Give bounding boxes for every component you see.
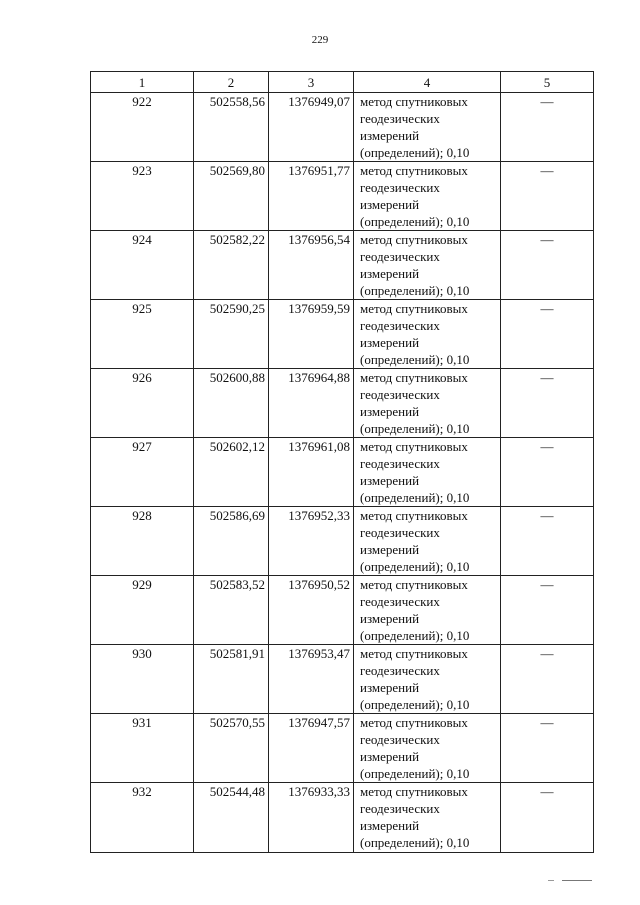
column-header-4: 4 (354, 72, 501, 93)
table-row (91, 576, 594, 645)
coordinates-table (90, 71, 594, 853)
description-cell: — (501, 162, 594, 231)
scan-mark (562, 880, 592, 881)
method-cell: метод спутниковых геодезических измерений (определений); 0,10 (354, 576, 501, 645)
x-coordinate-cell: 502590,25 (194, 300, 269, 369)
x-coordinate-cell: 502558,56 (194, 93, 269, 162)
y-coordinate-cell: 1376956,54 (269, 231, 354, 300)
x-coordinate-cell: 502569,80 (194, 162, 269, 231)
point-number-cell: 922 (91, 93, 194, 162)
table-row (91, 645, 594, 714)
method-cell: метод спутниковых геодезических измерений (определений); 0,10 (354, 369, 501, 438)
y-coordinate-cell: 1376961,08 (269, 438, 354, 507)
scan-mark (548, 880, 554, 881)
description-cell: — (501, 507, 594, 576)
table-row (91, 93, 594, 162)
y-coordinate-cell: 1376952,33 (269, 507, 354, 576)
y-coordinate-cell: 1376947,57 (269, 714, 354, 783)
table-body (91, 93, 594, 853)
y-coordinate-cell: 1376959,59 (269, 300, 354, 369)
point-number-cell: 931 (91, 714, 194, 783)
method-cell: метод спутниковых геодезических измерений (определений); 0,10 (354, 507, 501, 576)
description-cell: — (501, 645, 594, 714)
table-row (91, 438, 594, 507)
y-coordinate-cell: 1376950,52 (269, 576, 354, 645)
column-header-1: 1 (91, 72, 194, 93)
point-number-cell: 930 (91, 645, 194, 714)
point-number-cell: 927 (91, 438, 194, 507)
y-coordinate-cell: 1376953,47 (269, 645, 354, 714)
x-coordinate-cell: 502570,55 (194, 714, 269, 783)
table-row (91, 783, 594, 853)
table-row (91, 369, 594, 438)
description-cell: — (501, 93, 594, 162)
description-cell: — (501, 783, 594, 853)
description-cell: — (501, 714, 594, 783)
table-row (91, 300, 594, 369)
point-number-cell: 932 (91, 783, 194, 853)
method-cell: метод спутниковых геодезических измерений (определений); 0,10 (354, 438, 501, 507)
x-coordinate-cell: 502583,52 (194, 576, 269, 645)
x-coordinate-cell: 502600,88 (194, 369, 269, 438)
method-cell: метод спутниковых геодезических измерений (определений); 0,10 (354, 93, 501, 162)
y-coordinate-cell: 1376949,07 (269, 93, 354, 162)
method-cell: метод спутниковых геодезических измерений (определений); 0,10 (354, 162, 501, 231)
table-row (91, 507, 594, 576)
description-cell: — (501, 231, 594, 300)
y-coordinate-cell: 1376964,88 (269, 369, 354, 438)
method-cell: метод спутниковых геодезических измерений (определений); 0,10 (354, 714, 501, 783)
point-number-cell: 925 (91, 300, 194, 369)
table-row (91, 231, 594, 300)
y-coordinate-cell: 1376933,33 (269, 783, 354, 853)
point-number-cell: 923 (91, 162, 194, 231)
table-row (91, 714, 594, 783)
x-coordinate-cell: 502544,48 (194, 783, 269, 853)
x-coordinate-cell: 502581,91 (194, 645, 269, 714)
y-coordinate-cell: 1376951,77 (269, 162, 354, 231)
point-number-cell: 929 (91, 576, 194, 645)
description-cell: — (501, 300, 594, 369)
x-coordinate-cell: 502586,69 (194, 507, 269, 576)
point-number-cell: 928 (91, 507, 194, 576)
x-coordinate-cell: 502582,22 (194, 231, 269, 300)
description-cell: — (501, 369, 594, 438)
x-coordinate-cell: 502602,12 (194, 438, 269, 507)
method-cell: метод спутниковых геодезических измерений (определений); 0,10 (354, 231, 501, 300)
point-number-cell: 924 (91, 231, 194, 300)
description-cell: — (501, 438, 594, 507)
method-cell: метод спутниковых геодезических измерений (определений); 0,10 (354, 300, 501, 369)
column-header-3: 3 (269, 72, 354, 93)
table-header-row (91, 72, 594, 93)
column-header-5: 5 (501, 72, 594, 93)
column-header-2: 2 (194, 72, 269, 93)
table-row (91, 162, 594, 231)
page-number: 229 (311, 34, 329, 46)
method-cell: метод спутниковых геодезических измерений (определений); 0,10 (354, 645, 501, 714)
description-cell: — (501, 576, 594, 645)
point-number-cell: 926 (91, 369, 194, 438)
method-cell: метод спутниковых геодезических измерений (определений); 0,10 (354, 783, 501, 853)
